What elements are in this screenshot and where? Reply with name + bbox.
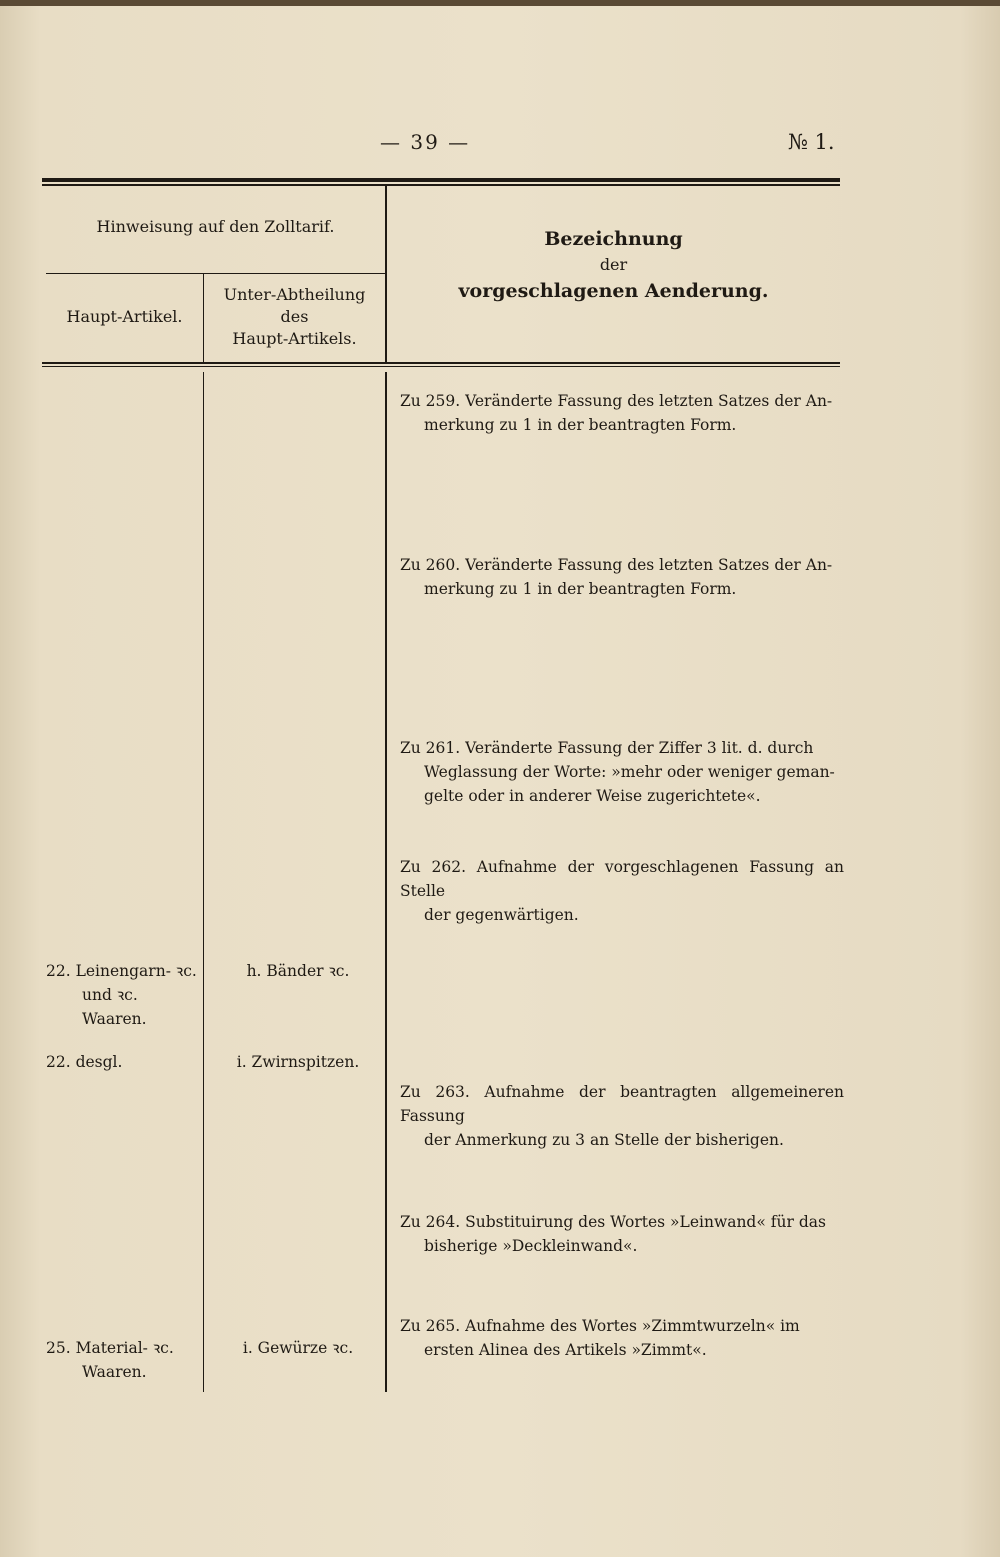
entry-line: Zu 259. Veränderte Fassung des letzten Satzes der An- [400,392,833,410]
header-rule-top [42,178,840,182]
header-group-title: Hinweisung auf den Zolltarif. [96,217,335,236]
header-col-sub-line: Haupt-Artikels. [232,329,357,348]
entry-line: merkung zu 1 in der beantragten Form. [424,580,737,598]
entry-264 [400,1210,844,1258]
left-row-line: Waaren. [82,1363,147,1381]
entry-261 [400,736,844,808]
entry-line: Zu 264. Substituirung des Wortes »Leinwand« für das [400,1213,826,1231]
entry-line: merkung zu 1 in der beantragten Form. [424,416,737,434]
entry-line: gelte oder in anderer Weise zugerichtete«. [424,787,761,805]
left-row-line: 22. desgl. [46,1053,123,1071]
left-row-sub-22b: i. Zwirnspitzen. [236,1053,360,1071]
entry-line: der Anmerkung zu 3 an Stelle der bisherigen. [424,1131,784,1149]
header-rule-bottom [42,362,840,364]
entry-line: Zu 265. Aufnahme des Wortes »Zimmtwurzeln« im [400,1317,800,1335]
entry-260 [400,553,844,601]
left-row-main-25 [46,1336,204,1384]
header-col-sub-line: Unter-Abtheilung [223,285,366,304]
entry-line: der gegenwärtigen. [424,906,579,924]
left-row-line: 25. Material- ꝛc. [46,1339,174,1357]
entry-line: Zu 263. Aufnahme der beantragten allgemeineren Fassung [400,1083,844,1125]
header-col-main: Haupt-Artikel. [66,307,183,326]
entry-line: bisherige »Deckleinwand«. [424,1237,638,1255]
entry-263 [400,1080,844,1152]
header-col-sub-line: des [280,307,309,326]
header-rule-top-thin [42,184,840,186]
entry-259 [400,389,844,437]
header-rule-bottom-thin [42,366,840,367]
entry-line: ersten Alinea des Artikels »Zimmt«. [424,1341,707,1359]
left-row-line: und ꝛc. Waaren. [82,986,147,1028]
body-divider-sub [203,372,204,1392]
body-divider-main [385,372,387,1392]
header-col-desc-title: Bezeichnung [544,228,683,250]
header-subgroup-rule [46,273,385,274]
page-top-edge [0,0,1000,6]
header-col-desc-subtitle: vorgeschlagenen Aenderung. [458,280,769,302]
entry-line: Zu 260. Veränderte Fassung des letzten Satzes der An- [400,556,833,574]
entry-line: Weglassung der Worte: »mehr oder weniger geman- [424,763,835,781]
page-number: — 39 — [380,130,471,154]
entry-line: Zu 261. Veränderte Fassung der Ziffer 3 lit. d. durch [400,739,814,757]
entry-line: Zu 262. Aufnahme der vorgeschlagenen Fassung an Stelle [400,858,844,900]
left-row-line: 22. Leinengarn- ꝛc. [46,962,197,980]
entry-262 [400,855,844,927]
left-row-main-22a [46,959,204,1031]
document-number: № 1. [788,130,835,154]
header-col-desc [387,228,840,302]
entry-265 [400,1314,844,1362]
header-col-desc-der: der [599,255,628,274]
left-row-sub-22a: h. Bänder ꝛc. [246,962,350,980]
left-row-main-22b [46,1050,204,1074]
header-col-sub [204,284,385,350]
left-row-sub-25: i. Gewürze ꝛc. [242,1339,354,1357]
